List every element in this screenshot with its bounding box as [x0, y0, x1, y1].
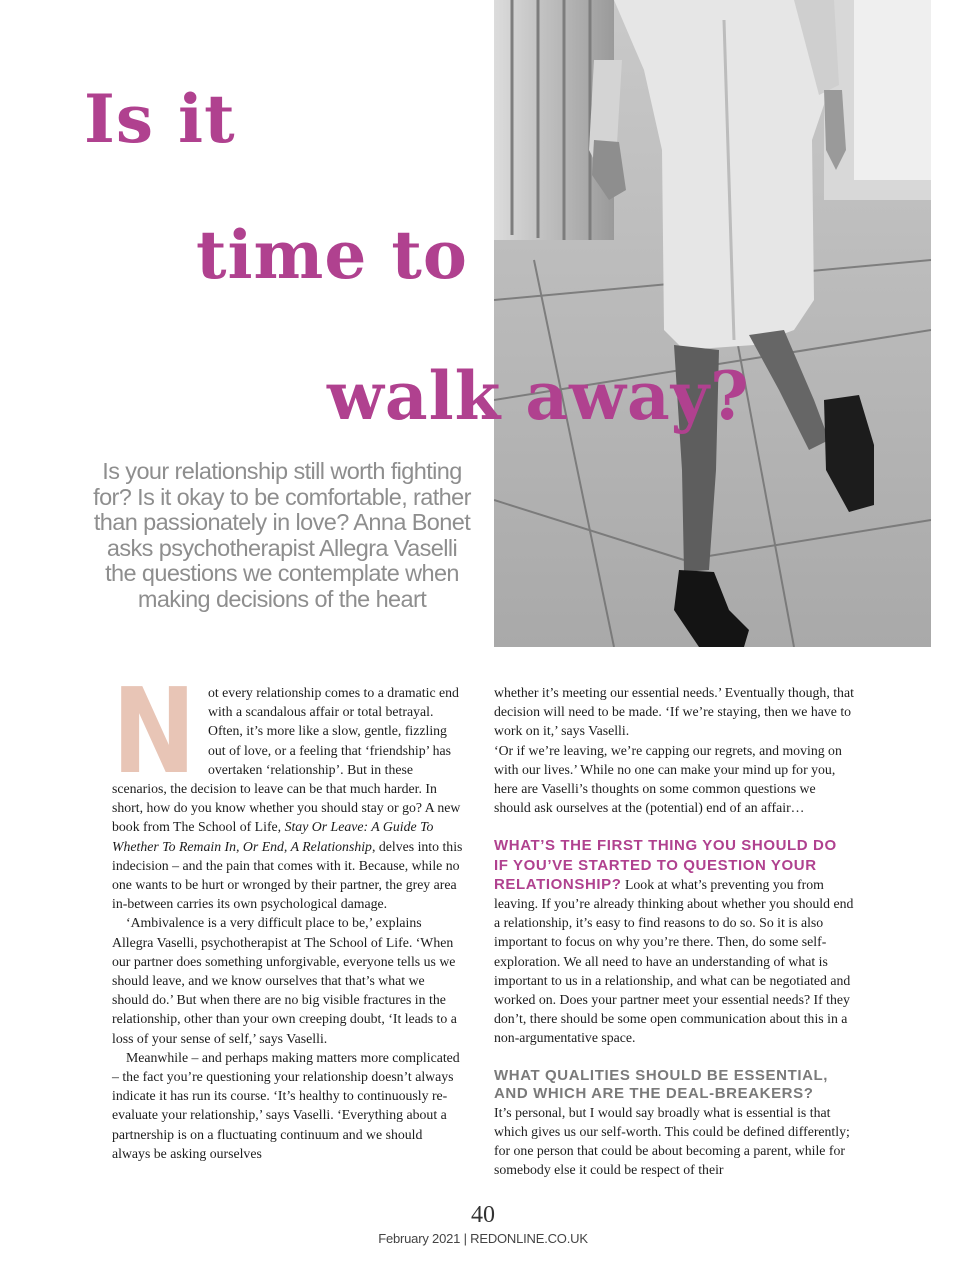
body-text: ot every relationship comes to a dramatic end with a scandalous affair or total betrayal. Often, it’s more like a slow, gentle, fizzling out of love, or a feeling that ‘friendship’ has overtaken ‘relationship’. But in these scenarios, the decision to leave can be that much harder. In short, how do you know whether you should stay or go? A new book from The School of Life, — [112, 685, 461, 835]
drop-cap-letter: N — [112, 683, 196, 775]
book-title: Stay Or Leave: A Guide To Whether To Remain In, Or End, A Relationship — [112, 819, 434, 854]
question-2-heading: WHAT QUALITIES SHOULD BE ESSENTIAL, AND WHICH ARE THE DEAL-BREAKERS? — [494, 1066, 829, 1102]
body-text: , delves into this indecision – and the pain that comes with it. Because, while no one wants to be hurt or wronged by their partner, the grey area in-between carries its own psychological damage. — [112, 838, 463, 912]
headline-line-3: walk away? — [327, 357, 750, 435]
body-paragraph-3: Meanwhile – and perhaps making matters more complicated – the fact you’re questioning your relationship doesn’t always indicate it has run its course. ‘It’s healthy to continuously re-evaluate your relationship,’ says Vaselli. ‘Everything about a partnership is on a fluctuating continuum and we should always be asking ourselves — [112, 1049, 460, 1161]
page-number: 40 — [471, 1202, 495, 1228]
standfirst: Is your relationship still worth fighting for? Is it okay to be comfortable, rather than passionately in love? Anna Bonet asks psychotherapist Allegra Vaselli the questions we contemplate when making decisions of the heart — [93, 458, 471, 612]
headline-line-1: Is it — [84, 80, 236, 158]
body-column-1 — [112, 683, 464, 1163]
body-paragraph-1 — [112, 683, 464, 913]
body-column-2 — [494, 683, 854, 1179]
body-paragraph-4: whether it’s meeting our essential needs.’ Eventually though, that decision will need to be made. ‘If we’re staying, then we have to work on it,’ says Vaselli. — [494, 685, 854, 739]
body-paragraph-5: ‘Or if we’re leaving, we’re capping our regrets, and moving on with our lives.’ While no one can make your mind up for you, here are Vaselli’s thoughts on some common questions we should ask ourselves at the (potential) end of an affair… — [494, 742, 842, 816]
headline-line-2: time to — [196, 216, 468, 294]
question-1 — [494, 836, 854, 1047]
drop-cap — [112, 683, 208, 775]
question-1-answer: Look at what’s preventing you from leaving. If you’re already thinking about whether you should end a relationship, it’s easy to find reasons to do so. So it is also important to focus on why you’re there. Then, do some self-exploration. We all need to have an understanding of what is important to us in a relationship, and what can be negotiated and worked on. Does your partner meet your essential needs? If they don’t, there should be some open communication about this in a non-argumentative space. — [494, 876, 854, 1046]
issue-footer: February 2021 | REDONLINE.CO.UK — [378, 1231, 588, 1246]
hero-photo — [494, 0, 931, 647]
question-2-answer: It’s personal, but I would say broadly what is essential is that which gives us our self-worth. This could be defined differently; for one person that could be about becoming a parent, while for somebody else it could be respect of their — [494, 1104, 850, 1178]
body-paragraph-2: ‘Ambivalence is a very difficult place to be,’ explains Allegra Vaselli, psychotherapist at The School of Life. ‘When our partner does something unforgivable, everyone tells us we should leave, and we know ourselves that that’s what we should do.’ But when there are no big visible fractures in the relationship, other than your own creeping doubt, ‘It leads to a loss of your sense of self,’ says Vaselli. — [112, 915, 457, 1046]
question-1-heading: WHAT’S THE FIRST THING YOU SHOULD DO IF YOU’VE STARTED TO QUESTION YOUR RELATIONSHIP? — [494, 837, 837, 893]
question-2 — [494, 1067, 854, 1180]
